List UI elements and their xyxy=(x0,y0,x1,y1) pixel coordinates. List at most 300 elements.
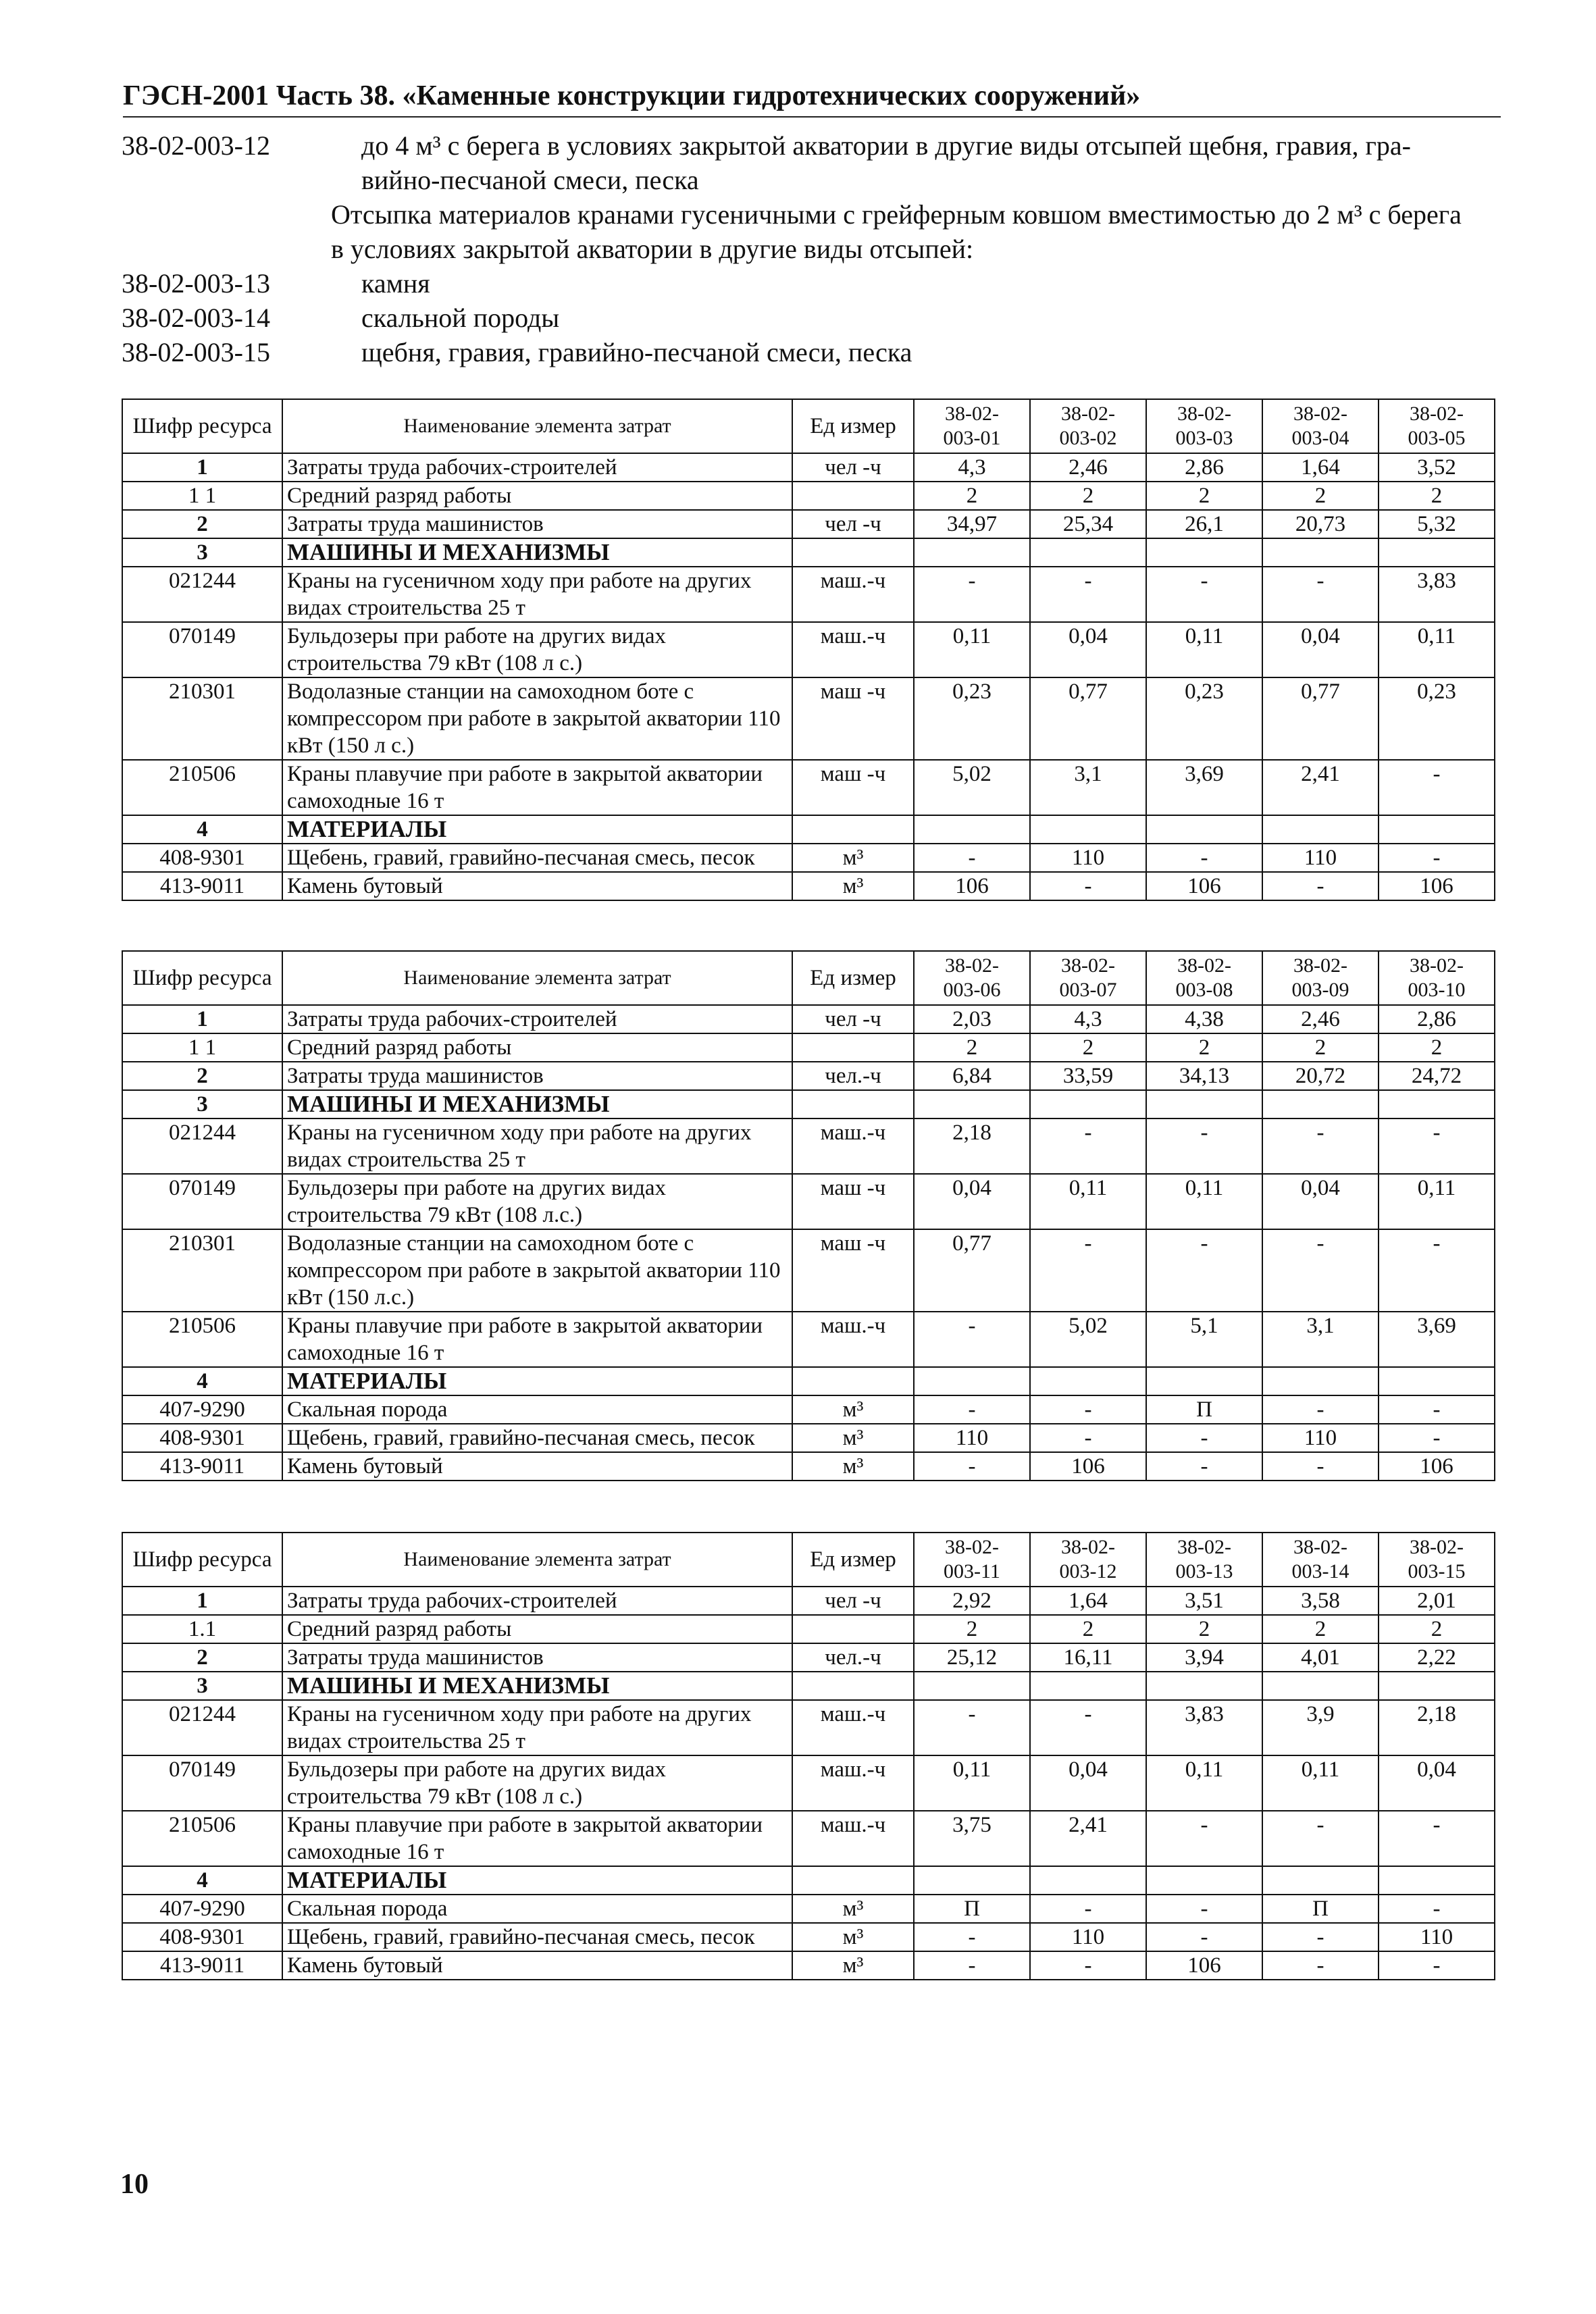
resource-unit xyxy=(792,1090,914,1119)
norm-value: 2 xyxy=(1262,1033,1379,1062)
norm-value: 0,11 xyxy=(1030,1174,1146,1229)
resource-code: 210301 xyxy=(122,677,282,760)
header-norm-code: 38-02- 003-03 xyxy=(1146,399,1262,453)
norm-value: - xyxy=(1030,872,1146,900)
norm-value xyxy=(914,1367,1030,1395)
norm-value: 3,83 xyxy=(1146,1700,1262,1755)
resource-table-3 xyxy=(122,1532,1495,1980)
header-norm-code: 38-02- 003-15 xyxy=(1379,1533,1495,1587)
resource-code: 021244 xyxy=(122,1119,282,1174)
norm-value: 2 xyxy=(1030,482,1146,510)
norm-value: - xyxy=(1146,1895,1262,1923)
page-number: 10 xyxy=(120,2169,149,2200)
norm-value: 3,9 xyxy=(1262,1700,1379,1755)
intro-text: в условиях закрытой акватории в другие виды отсыпей: xyxy=(331,234,974,264)
norm-value: 2 xyxy=(914,1615,1030,1643)
header-norm-code: 38-02- 003-04 xyxy=(1262,399,1379,453)
header-norm-code: 38-02- 003-10 xyxy=(1379,951,1495,1005)
resource-name: МАШИНЫ И МЕХАНИЗМЫ xyxy=(282,1090,792,1119)
intro-code: 38-02-003-14 xyxy=(122,303,270,333)
norm-value: 0,11 xyxy=(914,1755,1030,1811)
norm-value: - xyxy=(1379,1229,1495,1312)
norm-value: 5,02 xyxy=(914,760,1030,815)
resource-unit: м³ xyxy=(792,1951,914,1980)
resource-unit: чел -ч xyxy=(792,453,914,482)
norm-value: - xyxy=(914,1923,1030,1951)
norm-value: 106 xyxy=(1379,872,1495,900)
norm-value: - xyxy=(1262,1229,1379,1312)
intro-text: до 4 м³ с берега в условиях закрытой акватории в другие виды отсыпей щебня, гравия, гра- xyxy=(361,130,1411,161)
resource-code: 4 xyxy=(122,1367,282,1395)
resource-unit: маш.-ч xyxy=(792,1811,914,1866)
resource-code: 413-9011 xyxy=(122,1951,282,1980)
resource-code: 1.1 xyxy=(122,1615,282,1643)
norm-value: 110 xyxy=(1030,844,1146,872)
norm-value: - xyxy=(1262,1811,1379,1866)
norm-value: 0,11 xyxy=(1379,1174,1495,1229)
resource-unit: м³ xyxy=(792,844,914,872)
norm-value: 3,52 xyxy=(1379,453,1495,482)
resource-name: Краны на гусеничном ходу при работе на других видах строительства 25 т xyxy=(282,567,792,622)
resource-name: МАШИНЫ И МЕХАНИЗМЫ xyxy=(282,1672,792,1700)
norm-value: 110 xyxy=(1262,844,1379,872)
table-row xyxy=(122,567,1495,622)
resource-name: Скальная порода xyxy=(282,1895,792,1923)
table-row xyxy=(122,538,1495,567)
header-norm-code: 38-02- 003-14 xyxy=(1262,1533,1379,1587)
norm-value: 24,72 xyxy=(1379,1062,1495,1090)
norm-value: 2 xyxy=(914,482,1030,510)
resource-unit: маш -ч xyxy=(792,677,914,760)
norm-value: - xyxy=(1379,1424,1495,1452)
table-row xyxy=(122,622,1495,677)
resource-unit: чел.-ч xyxy=(792,1062,914,1090)
resource-name: Затраты труда рабочих-строителей xyxy=(282,1587,792,1615)
table-row xyxy=(122,1672,1495,1700)
norm-value: 3,1 xyxy=(1262,1312,1379,1367)
resource-code: 210506 xyxy=(122,1811,282,1866)
resource-code: 070149 xyxy=(122,1755,282,1811)
resource-code: 3 xyxy=(122,538,282,567)
norm-value: 3,75 xyxy=(914,1811,1030,1866)
header-norm-code: 38-02- 003-11 xyxy=(914,1533,1030,1587)
norm-value xyxy=(1146,1090,1262,1119)
resource-name: Камень бутовый xyxy=(282,872,792,900)
intro-text: камня xyxy=(361,268,430,299)
norm-value: 2 xyxy=(1379,482,1495,510)
table-row xyxy=(122,815,1495,844)
norm-value: 5,32 xyxy=(1379,510,1495,538)
norm-value: 3,58 xyxy=(1262,1587,1379,1615)
norm-value: 2,22 xyxy=(1379,1643,1495,1672)
norm-value: 25,12 xyxy=(914,1643,1030,1672)
table-row xyxy=(122,1643,1495,1672)
norm-value: 110 xyxy=(914,1424,1030,1452)
norm-value: 0,04 xyxy=(1030,1755,1146,1811)
norm-value: 0,11 xyxy=(1146,1755,1262,1811)
norm-value: 0,11 xyxy=(1262,1755,1379,1811)
table-row xyxy=(122,1174,1495,1229)
resource-table-1 xyxy=(122,398,1495,901)
norm-value: - xyxy=(1262,1951,1379,1980)
norm-value: - xyxy=(1379,1951,1495,1980)
intro-text: Отсыпка материалов кранами гусеничными с грейферным ковшом вместимостью до 2 м³ с берега xyxy=(331,199,1462,230)
norm-value: 0,04 xyxy=(1379,1755,1495,1811)
resource-code: 408-9301 xyxy=(122,1424,282,1452)
norm-value: 6,84 xyxy=(914,1062,1030,1090)
norm-value xyxy=(1030,538,1146,567)
norm-value xyxy=(1379,1090,1495,1119)
resource-unit: маш -ч xyxy=(792,1174,914,1229)
norm-value xyxy=(1379,538,1495,567)
resource-name: Средний разряд работы xyxy=(282,1615,792,1643)
norm-value: 34,97 xyxy=(914,510,1030,538)
table-row xyxy=(122,1119,1495,1174)
norm-value: 106 xyxy=(914,872,1030,900)
resource-code: 070149 xyxy=(122,622,282,677)
norm-value: П xyxy=(1146,1395,1262,1424)
resource-unit: м³ xyxy=(792,872,914,900)
resource-code: 408-9301 xyxy=(122,1923,282,1951)
resource-unit xyxy=(792,1367,914,1395)
norm-value: 20,72 xyxy=(1262,1062,1379,1090)
resource-code: 1 1 xyxy=(122,1033,282,1062)
norm-value xyxy=(1379,1866,1495,1895)
page-header: ГЭСН-2001 Часть 38. «Каменные конструкции гидротехнических сооружений» xyxy=(123,80,1501,118)
resource-code: 2 xyxy=(122,1062,282,1090)
norm-value xyxy=(914,1866,1030,1895)
resource-unit: маш.-ч xyxy=(792,567,914,622)
norm-value: 0,77 xyxy=(914,1229,1030,1312)
norm-value: 25,34 xyxy=(1030,510,1146,538)
norm-value xyxy=(1262,815,1379,844)
header-norm-code: 38-02- 003-09 xyxy=(1262,951,1379,1005)
norm-value xyxy=(914,1672,1030,1700)
resource-name: Затраты труда машинистов xyxy=(282,1062,792,1090)
norm-value: 2,18 xyxy=(914,1119,1030,1174)
norm-value: - xyxy=(914,844,1030,872)
intro-section xyxy=(122,128,1513,369)
resource-unit xyxy=(792,1672,914,1700)
table-row xyxy=(122,1395,1495,1424)
norm-value: 110 xyxy=(1262,1424,1379,1452)
resource-unit: маш.-ч xyxy=(792,1755,914,1811)
norm-value: - xyxy=(1146,844,1262,872)
table-header-row xyxy=(122,1533,1495,1587)
norm-value: П xyxy=(914,1895,1030,1923)
norm-value: 0,77 xyxy=(1262,677,1379,760)
header-name: Наименование элемента затрат xyxy=(282,951,792,1005)
resource-code: 210301 xyxy=(122,1229,282,1312)
norm-value: - xyxy=(1379,1811,1495,1866)
header-norm-code: 38-02- 003-02 xyxy=(1030,399,1146,453)
table-row xyxy=(122,1700,1495,1755)
resource-name: МАШИНЫ И МЕХАНИЗМЫ xyxy=(282,538,792,567)
resource-name: Краны на гусеничном ходу при работе на других видах строительства 25 т xyxy=(282,1119,792,1174)
norm-value: - xyxy=(1379,1395,1495,1424)
norm-value xyxy=(1262,1090,1379,1119)
norm-value: - xyxy=(1030,1700,1146,1755)
norm-value: - xyxy=(1262,1923,1379,1951)
norm-value: 106 xyxy=(1030,1452,1146,1481)
norm-value: - xyxy=(1379,844,1495,872)
header-norm-code: 38-02- 003-08 xyxy=(1146,951,1262,1005)
header-norm-code: 38-02- 003-05 xyxy=(1379,399,1495,453)
norm-value xyxy=(1030,1367,1146,1395)
norm-value: 3,83 xyxy=(1379,567,1495,622)
norm-value: - xyxy=(1146,1923,1262,1951)
norm-value: 0,23 xyxy=(1379,677,1495,760)
resource-name: МАТЕРИАЛЫ xyxy=(282,815,792,844)
resource-name: Бульдозеры при работе на других видах строительства 79 кВт (108 л с.) xyxy=(282,622,792,677)
norm-value: 0,04 xyxy=(1262,622,1379,677)
norm-value: - xyxy=(1146,1119,1262,1174)
resource-code: 407-9290 xyxy=(122,1895,282,1923)
resource-name: Щебень, гравий, гравийно-песчаная смесь, песок xyxy=(282,1424,792,1452)
norm-value: 2,18 xyxy=(1379,1700,1495,1755)
resource-name: Краны на гусеничном ходу при работе на других видах строительства 25 т xyxy=(282,1700,792,1755)
resource-unit: м³ xyxy=(792,1895,914,1923)
resource-unit: маш -ч xyxy=(792,1229,914,1312)
norm-value: - xyxy=(914,1452,1030,1481)
table-row xyxy=(122,1424,1495,1452)
resource-unit: м³ xyxy=(792,1395,914,1424)
resource-unit xyxy=(792,815,914,844)
resource-table-2 xyxy=(122,950,1495,1481)
norm-value: 2 xyxy=(1146,1033,1262,1062)
norm-value: 2 xyxy=(1030,1033,1146,1062)
table-row xyxy=(122,1033,1495,1062)
norm-value: 3,69 xyxy=(1146,760,1262,815)
intro-line xyxy=(122,266,1513,301)
resource-unit: маш.-ч xyxy=(792,1700,914,1755)
norm-value: 106 xyxy=(1379,1452,1495,1481)
resource-unit: м³ xyxy=(792,1424,914,1452)
header-unit: Ед измер xyxy=(792,951,914,1005)
resource-unit: чел -ч xyxy=(792,1005,914,1033)
norm-value: - xyxy=(1030,1424,1146,1452)
norm-value: 2,46 xyxy=(1030,453,1146,482)
norm-value xyxy=(1379,1367,1495,1395)
norm-value: - xyxy=(1030,1895,1146,1923)
header-unit: Ед измер xyxy=(792,399,914,453)
norm-value: 0,77 xyxy=(1030,677,1146,760)
norm-value: 4,3 xyxy=(914,453,1030,482)
table-row xyxy=(122,844,1495,872)
norm-value xyxy=(1262,1866,1379,1895)
table-row xyxy=(122,1923,1495,1951)
norm-value xyxy=(914,815,1030,844)
norm-value: - xyxy=(1379,1895,1495,1923)
norm-value: - xyxy=(914,1951,1030,1980)
norm-value xyxy=(1030,815,1146,844)
table-row xyxy=(122,1895,1495,1923)
norm-value: 5,1 xyxy=(1146,1312,1262,1367)
resource-unit xyxy=(792,1615,914,1643)
table-row xyxy=(122,1062,1495,1090)
resource-unit: маш.-ч xyxy=(792,1119,914,1174)
resource-code: 3 xyxy=(122,1090,282,1119)
table-row xyxy=(122,1229,1495,1312)
header-norm-code: 38-02- 003-12 xyxy=(1030,1533,1146,1587)
norm-value: - xyxy=(1379,760,1495,815)
header-name: Наименование элемента затрат xyxy=(282,1533,792,1587)
norm-value xyxy=(1030,1672,1146,1700)
norm-value: 0,04 xyxy=(914,1174,1030,1229)
header-norm-code: 38-02- 003-13 xyxy=(1146,1533,1262,1587)
resource-code: 1 xyxy=(122,1005,282,1033)
table-row xyxy=(122,1452,1495,1481)
intro-line xyxy=(122,163,1513,197)
norm-value: 2,03 xyxy=(914,1005,1030,1033)
intro-code: 38-02-003-15 xyxy=(122,337,270,367)
norm-value: 106 xyxy=(1146,872,1262,900)
norm-value: 0,11 xyxy=(1146,1174,1262,1229)
norm-value: 2 xyxy=(1030,1615,1146,1643)
resource-name: Краны плавучие при работе в закрытой акватории самоходные 16 т xyxy=(282,1811,792,1866)
resource-name: Краны плавучие при работе в закрытой акватории самоходные 16 т xyxy=(282,760,792,815)
resource-code: 210506 xyxy=(122,760,282,815)
resource-code: 4 xyxy=(122,1866,282,1895)
resource-unit: маш.-ч xyxy=(792,1312,914,1367)
resource-name: Водолазные станции на самоходном боте с компрессором при работе в закрытой акватории 110 кВт (150 л.с.) xyxy=(282,1229,792,1312)
intro-line xyxy=(122,128,1513,163)
resource-unit: м³ xyxy=(792,1452,914,1481)
intro-text: щебня, гравия, гравийно-песчаной смеси, песка xyxy=(361,337,912,367)
table-row xyxy=(122,1587,1495,1615)
norm-value xyxy=(914,538,1030,567)
resource-name: Камень бутовый xyxy=(282,1951,792,1980)
resource-unit xyxy=(792,482,914,510)
norm-value: 0,04 xyxy=(1262,1174,1379,1229)
resource-code: 3 xyxy=(122,1672,282,1700)
norm-value: 3,1 xyxy=(1030,760,1146,815)
resource-unit xyxy=(792,538,914,567)
norm-value: - xyxy=(1262,872,1379,900)
resource-name: Щебень, гравий, гравийно-песчаная смесь, песок xyxy=(282,1923,792,1951)
header-norm-code: 38-02- 003-07 xyxy=(1030,951,1146,1005)
norm-value: 33,59 xyxy=(1030,1062,1146,1090)
norm-value: 16,11 xyxy=(1030,1643,1146,1672)
intro-line xyxy=(122,197,1513,232)
norm-value: 4,38 xyxy=(1146,1005,1262,1033)
norm-value xyxy=(1262,538,1379,567)
norm-value: 2 xyxy=(1146,1615,1262,1643)
resource-name: Затраты труда рабочих-строителей xyxy=(282,1005,792,1033)
norm-value: 26,1 xyxy=(1146,510,1262,538)
norm-value: - xyxy=(1146,567,1262,622)
resource-name: Затраты труда машинистов xyxy=(282,1643,792,1672)
intro-line xyxy=(122,335,1513,369)
norm-value: 0,11 xyxy=(1146,622,1262,677)
resource-unit: маш.-ч xyxy=(792,622,914,677)
norm-value: - xyxy=(1030,1395,1146,1424)
table-header-row xyxy=(122,951,1495,1005)
intro-text: скальной породы xyxy=(361,303,560,333)
norm-value xyxy=(1030,1866,1146,1895)
table-row xyxy=(122,1866,1495,1895)
resource-name: МАТЕРИАЛЫ xyxy=(282,1367,792,1395)
resource-name: Краны плавучие при работе в закрытой акватории самоходные 16 т xyxy=(282,1312,792,1367)
resource-unit: м³ xyxy=(792,1923,914,1951)
norm-value: 106 xyxy=(1146,1951,1262,1980)
resource-code: 1 xyxy=(122,453,282,482)
norm-value: 5,02 xyxy=(1030,1312,1146,1367)
norm-value xyxy=(1146,1866,1262,1895)
table-row xyxy=(122,872,1495,900)
norm-value: - xyxy=(914,567,1030,622)
resource-code: 2 xyxy=(122,1643,282,1672)
header-code: Шифр ресурса xyxy=(122,399,282,453)
resource-code: 1 1 xyxy=(122,482,282,510)
norm-value: 34,13 xyxy=(1146,1062,1262,1090)
intro-line xyxy=(122,301,1513,335)
resource-code: 413-9011 xyxy=(122,1452,282,1481)
intro-text: вийно-песчаной смеси, песка xyxy=(361,165,699,195)
norm-value: 2 xyxy=(1262,482,1379,510)
norm-value: - xyxy=(1146,1229,1262,1312)
table-row xyxy=(122,1312,1495,1367)
table-row xyxy=(122,510,1495,538)
resource-name: Затраты труда машинистов xyxy=(282,510,792,538)
norm-value: - xyxy=(1030,1229,1146,1312)
norm-value: 2 xyxy=(1379,1033,1495,1062)
intro-code: 38-02-003-12 xyxy=(122,130,270,161)
norm-value: 0,11 xyxy=(914,622,1030,677)
norm-value: - xyxy=(1030,567,1146,622)
resource-unit xyxy=(792,1033,914,1062)
intro-line xyxy=(122,232,1513,266)
resource-name: Камень бутовый xyxy=(282,1452,792,1481)
norm-value: - xyxy=(1262,567,1379,622)
norm-value: 2 xyxy=(1379,1615,1495,1643)
resource-name: Затраты труда рабочих-строителей xyxy=(282,453,792,482)
resource-name: Щебень, гравий, гравийно-песчаная смесь, песок xyxy=(282,844,792,872)
norm-value: - xyxy=(1146,1811,1262,1866)
resource-code: 413-9011 xyxy=(122,872,282,900)
header-unit: Ед измер xyxy=(792,1533,914,1587)
resource-unit: чел -ч xyxy=(792,1587,914,1615)
norm-value xyxy=(1146,1367,1262,1395)
table-header-row xyxy=(122,399,1495,453)
norm-value xyxy=(1262,1367,1379,1395)
norm-value: 2,86 xyxy=(1379,1005,1495,1033)
norm-value: 0,04 xyxy=(1030,622,1146,677)
table-row xyxy=(122,1755,1495,1811)
resource-code: 021244 xyxy=(122,567,282,622)
norm-value xyxy=(1262,1672,1379,1700)
norm-value: 2,41 xyxy=(1030,1811,1146,1866)
table-row xyxy=(122,453,1495,482)
norm-value: 1,64 xyxy=(1262,453,1379,482)
resource-unit xyxy=(792,1866,914,1895)
norm-value: 3,51 xyxy=(1146,1587,1262,1615)
norm-value: 0,23 xyxy=(1146,677,1262,760)
norm-value: 2 xyxy=(1146,482,1262,510)
norm-value: 0,23 xyxy=(914,677,1030,760)
intro-code: 38-02-003-13 xyxy=(122,268,270,299)
norm-value: - xyxy=(914,1700,1030,1755)
norm-value: - xyxy=(1030,1119,1146,1174)
resource-name: Бульдозеры при работе на других видах строительства 79 кВт (108 л с.) xyxy=(282,1755,792,1811)
resource-code: 1 xyxy=(122,1587,282,1615)
norm-value: - xyxy=(1262,1395,1379,1424)
norm-value xyxy=(1146,538,1262,567)
resource-name: Водолазные станции на самоходном боте с компрессором при работе в закрытой акватории 110 кВт (150 л с.) xyxy=(282,677,792,760)
table-row xyxy=(122,1615,1495,1643)
norm-value: - xyxy=(1262,1119,1379,1174)
norm-value: 4,3 xyxy=(1030,1005,1146,1033)
